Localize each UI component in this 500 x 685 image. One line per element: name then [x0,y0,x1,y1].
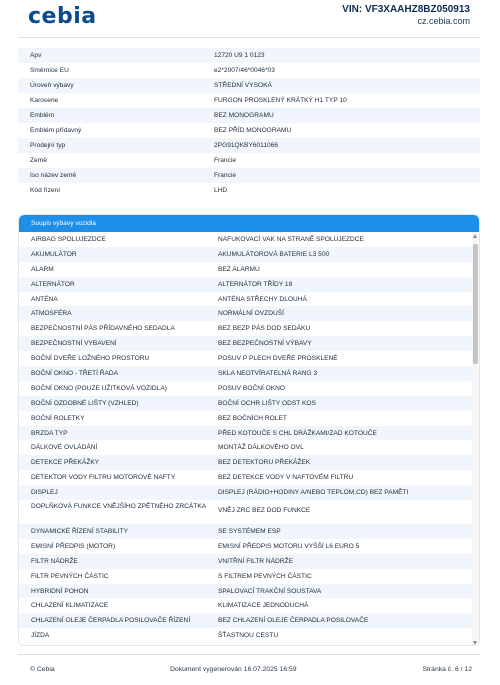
equipment-row [19,554,480,569]
info-key: Kód řízení [30,187,61,194]
equipment-value: NORMÁLNÍ OVZDUŠÍ [218,310,284,318]
info-value: 2PG91QKBY6011066 [214,142,279,149]
equipment-row [19,628,480,643]
equipment-value: ANTÉNA STŘECHY DLOUHÁ [218,295,307,303]
info-key: Emblém [30,112,55,119]
page-header [0,0,500,40]
equipment-row [19,292,480,307]
equipment-value: KLIMATIZACE JEDNODUCHÁ [218,602,309,610]
equipment-key: AKUMULÁTOR [31,250,77,258]
vehicle-info-table [18,48,480,198]
equipment-key: BOČNÍ OZDOBNÉ LIŠTY (VZHLED) [31,399,139,407]
equipment-row [19,524,480,539]
equipment-key: DÁLKOVÉ OVLÁDÁNÍ [31,444,98,452]
equipment-scrollbar[interactable] [472,232,479,646]
equipment-value: MONTÁŽ DÁLKOVÉHO OVL [218,444,304,452]
scrollbar-thumb[interactable] [473,244,478,364]
equipment-row [19,262,480,277]
equipment-value: BEZ DETEKCE VODY V NAFTOVÉM FILTRU [218,474,354,482]
equipment-key: BEZPEČNOSTNÍ VYBAVENÍ [31,340,117,348]
equipment-key: EMISNÍ PŘEDPIS (MOTOR) [31,542,116,550]
equipment-key: ALARM [31,265,54,273]
info-value: Francie [214,157,236,164]
info-key: Apv [30,52,42,59]
info-value: BEZ PŘÍD MONOGRAMU [214,127,292,134]
equipment-value: BEZ ALARMU [218,265,260,273]
site-link[interactable]: cz.cebia.com [417,16,470,26]
info-key: Směrnice EU [30,67,69,74]
info-row [18,183,480,198]
scroll-down-icon[interactable] [473,641,477,645]
equipment-row [19,411,480,426]
equipment-key: DYNAMICKÉ ŘÍZENÍ STABILITY [31,528,128,536]
equipment-row [19,485,480,500]
equipment-value: ALTERNÁTOR TŘÍDY 18 [218,280,293,288]
equipment-key: CHLAZENÍ OLEJE ČERPADLA POSILOVAČE ŘÍZENÍ [31,617,191,625]
equipment-value: NAFUKOVACÍ VAK NA STRANĚ SPOLUJEZDCE [218,236,364,243]
equipment-key: CHLAZENÍ KLIMATIZACE [31,602,109,610]
equipment-value: AKUMULÁTOROVÁ BATERIE L3 500 [218,250,330,258]
equipment-key: ANTÉNA [31,295,58,303]
equipment-row [19,569,480,584]
equipment-row [19,232,480,247]
info-row [18,108,480,123]
equipment-row [19,247,480,262]
equipment-title: Soupis výbavy vozidla [19,215,479,232]
info-value: FURGON PROSKLENÝ KRÁTKÝ H1 TYP 10 [214,97,347,104]
info-value: BEZ MONOGRAMU [214,112,274,119]
page-number: Stránka č. 6 / 12 [422,666,472,673]
equipment-value: ŠŤASTNOU CESTU [218,632,279,640]
equipment-value: BEZ BEZPEČNOSTNÍ VÝBAVY [218,340,312,348]
equipment-value: BEZ DETEKTORU PŘEKÁŽEK [218,459,311,467]
info-key: Úroveň výbavy [30,82,74,89]
equipment-key: JÍZDA [31,632,50,640]
info-key: Emblém přídavný [30,127,82,134]
info-row [18,63,480,78]
info-value: e2*2007/46*0046*03 [214,67,275,74]
equipment-value: POSUV BOČNÍ OKNO [218,384,286,392]
equipment-list [19,232,480,643]
equipment-value: VNITŘNÍ FILTR NÁDRŽE [218,557,293,565]
equipment-row [19,584,480,599]
info-key: Země [30,157,47,164]
equipment-row [19,381,480,396]
info-row [18,168,480,183]
equipment-key: BOČNÍ DVEŘE LOŽNÉHO PROSTORU [31,355,150,363]
info-value: 12720 U9 1 0123 [214,52,265,59]
info-row [18,138,480,153]
header-divider [18,37,480,38]
equipment-value: EMISNÍ PŘEDPIS MOTORU VYŠŠÍ L6 EURO 5 [218,542,360,550]
equipment-value: DISPLEJ (RÁDIO+HODINY A/NEBO TEPLOM,CD) BEZ PAMĚTI [218,489,409,497]
equipment-key: BEZPEČNOSTNÍ PÁS PŘÍDAVNÉHO SEDADLA [31,325,175,333]
equipment-row [19,277,480,292]
equipment-row [19,351,480,366]
equipment-row [19,396,480,411]
info-key: Karoserie [30,97,59,104]
info-key: Iso název země [30,172,77,179]
equipment-key: BRZDA TYP [31,429,68,437]
info-row [18,123,480,138]
equipment-value: POSUV P PLECH DVEŘE PROSKLENÉ [218,355,338,363]
equipment-row [19,426,480,441]
equipment-key: FILTR NÁDRŽE [31,557,78,565]
equipment-row [19,440,480,455]
equipment-row [19,321,480,336]
equipment-key: AIRBAG SPOLUJEZDCE [31,236,106,243]
equipment-key: DETEKTOR VODY FILTRU MOTOROVÉ NAFTY [31,474,176,482]
equipment-row [19,336,480,351]
equipment-row [19,539,480,554]
equipment-row [19,470,480,485]
equipment-key: BOČNÍ OKNO (POUZE UŽITKOVÁ VOZIDLA) [31,384,167,392]
equipment-row [19,613,480,628]
generated-date: Dokument vygenerován 16.07.2025 16:59 [170,666,297,673]
equipment-value: S FILTREM PEVNÝCH ČÁSTIC [218,572,312,580]
equipment-key: ATMOSFÉRA [31,310,72,318]
equipment-value: SE SYSTÉMEM ESP [218,528,281,536]
info-value: STŘEDNÍ VYSOKÁ [214,82,272,89]
equipment-key: ALTERNÁTOR [31,280,75,288]
info-row [18,93,480,108]
equipment-key: DISPLEJ [31,489,58,497]
equipment-value: BOČNÍ OCHR LIŠTY ODST KOS [218,399,316,407]
equipment-row [19,455,480,470]
equipment-value: BEZ BEZP PÁS DOD SEDÁKU [218,325,311,333]
equipment-key: BOČNÍ OKNO - TŘETÍ ŘADA [31,370,119,378]
cebia-logo: cebia [28,4,97,29]
equipment-value: SKLA NEOTVÍRATELNÁ RANG 3 [218,370,318,378]
equipment-panel [18,214,480,646]
page-footer [0,663,500,677]
equipment-row [19,500,480,524]
equipment-value: VNĚJ ZRC BEZ DOD FUNKCE [218,507,311,515]
equipment-value: BEZ BOČNÍCH ROLET [218,414,287,422]
equipment-row [19,366,480,381]
equipment-key: HYBRIDNÍ POHON [31,587,89,595]
info-row [18,153,480,168]
info-key: Prodejní typ [30,142,66,149]
footer-divider [18,654,480,655]
equipment-key: DETEKCE PŘEKÁŽKY [31,459,100,467]
info-row [18,48,480,63]
copyright: © Cebia [30,666,55,673]
equipment-key: DOPLŇKOVÁ FUNKCE VNĚJŠÍHO ZPĚTNÉHO ZRCÁTKA [31,503,207,511]
equipment-row [19,598,480,613]
scroll-up-icon[interactable] [473,234,477,238]
info-value: Francie [214,172,236,179]
equipment-row [19,306,480,321]
equipment-value: PŘED KOTOUČE S CHL DRÁŽKAMI/ZAD KOTOUČE [218,429,377,437]
info-row [18,78,480,93]
equipment-key: BOČNÍ ROLETKY [31,414,85,422]
info-value: LHD [214,187,228,194]
equipment-value: SPALOVACÍ TRAKČNÍ SOUSTAVA [218,587,322,595]
equipment-key: FILTR PEVNÝCH ČÁSTIC [31,572,109,580]
equipment-value: BEZ CHLAZENÍ OLEJE ČERPADLA POSILOVAČE [218,617,369,625]
vin-label: VIN: VF3XAAHZ8BZ050913 [342,4,470,15]
